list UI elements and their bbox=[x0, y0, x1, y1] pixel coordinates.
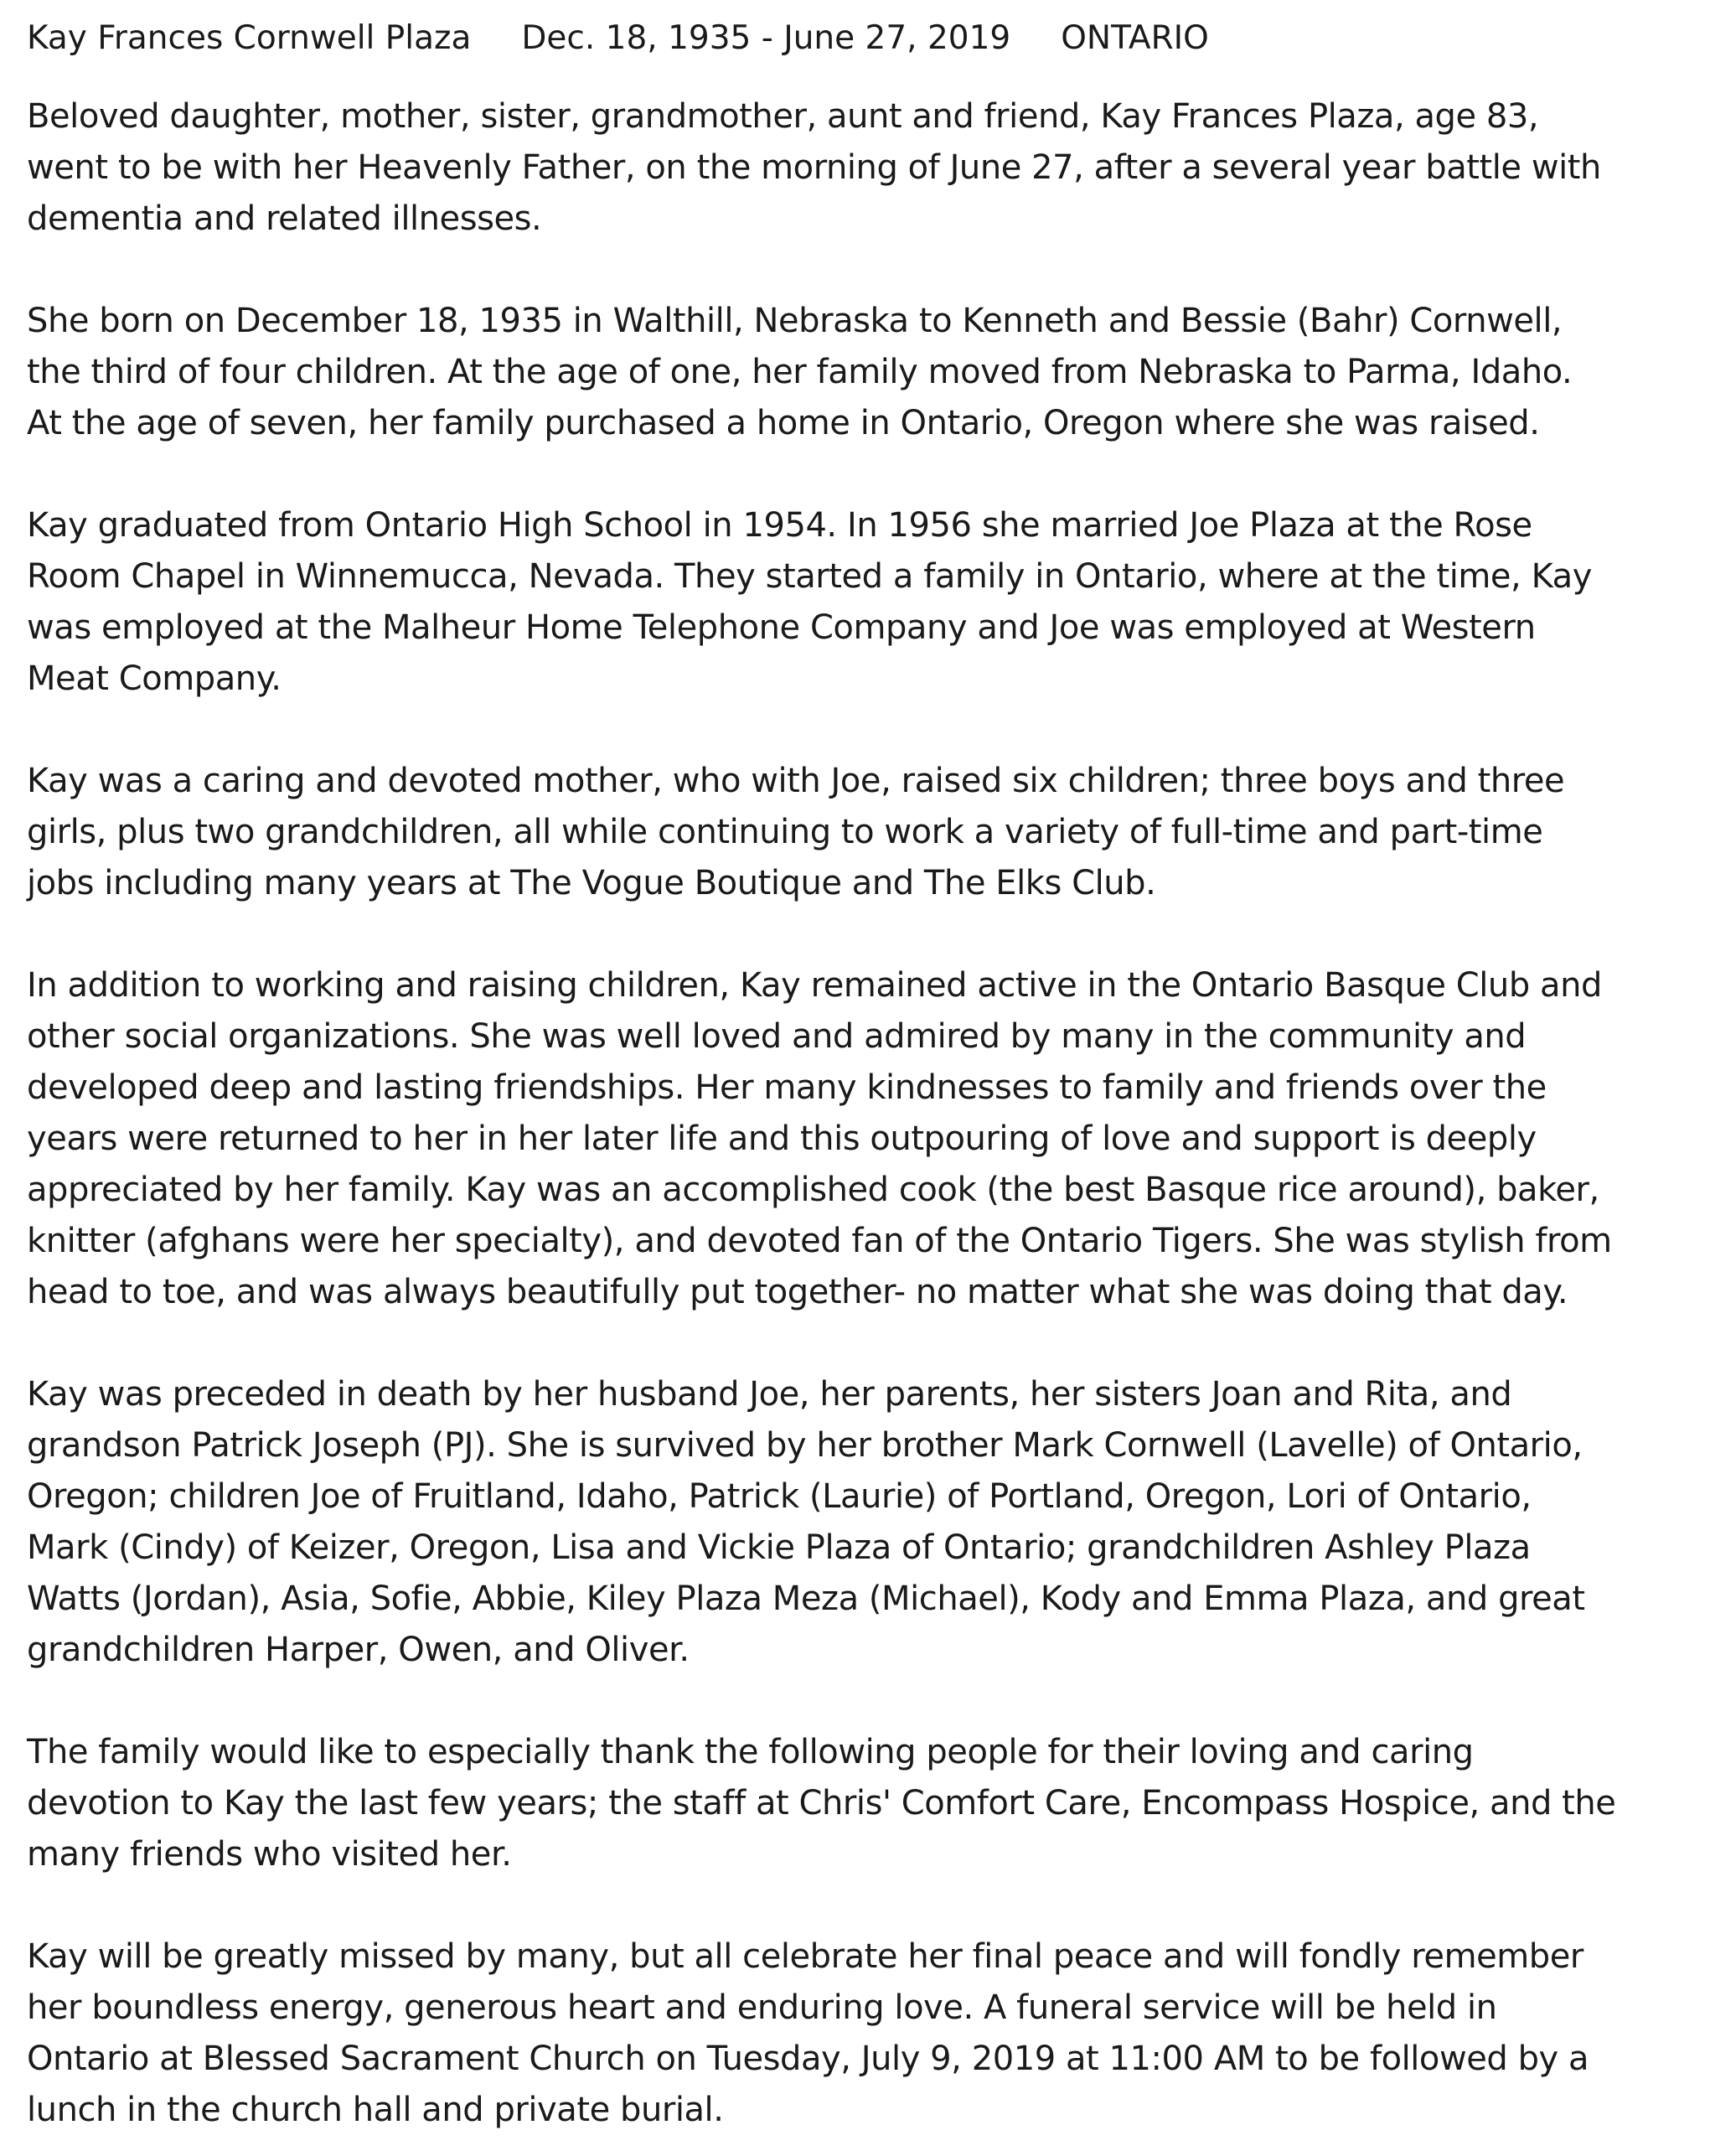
paragraph-service bbox=[27, 1931, 1694, 2136]
text-line: her boundless energy, generous heart and enduring love. A funeral service will be held in bbox=[27, 1988, 1497, 2027]
text-line: Ontario at Blessed Sacrament Church on Tuesday, July 9, 2019 at 11:00 AM to be followed by a bbox=[27, 2040, 1589, 2078]
text-line: years were returned to her in her later life and this outpouring of love and support is deeply bbox=[27, 1119, 1537, 1158]
paragraph-marriage bbox=[27, 500, 1694, 705]
text-line: the third of four children. At the age of one, her family moved from Nebraska to Parma, Idaho. bbox=[27, 353, 1573, 391]
text-line: Watts (Jordan), Asia, Sofie, Abbie, Kiley Plaza Meza (Michael), Kody and Emma Plaza, and great bbox=[27, 1580, 1585, 1618]
text-line: went to be with her Heavenly Father, on the morning of June 27, after a several year battle with bbox=[27, 148, 1601, 187]
text-line: girls, plus two grandchildren, all while continuing to work a variety of full-time and part-time bbox=[27, 813, 1543, 851]
text-line: devotion to Kay the last few years; the staff at Chris' Comfort Care, Encompass Hospice, and the bbox=[27, 1784, 1616, 1823]
text-line: grandson Patrick Joseph (PJ). She is survived by her brother Mark Cornwell (Lavelle) of Ontario, bbox=[27, 1426, 1583, 1465]
paragraph-opening bbox=[27, 91, 1694, 245]
text-line: Oregon; children Joe of Fruitland, Idaho, Patrick (Laurie) of Portland, Oregon, Lori of Ontario, bbox=[27, 1477, 1532, 1516]
text-line: She born on December 18, 1935 in Walthill, Nebraska to Kenneth and Bessie (Bahr) Cornwell, bbox=[27, 302, 1563, 340]
text-line: knitter (afghans were her specialty), and devoted fan of the Ontario Tigers. She was stylish from bbox=[27, 1222, 1612, 1260]
text-line: At the age of seven, her family purchased a home in Ontario, Oregon where she was raised. bbox=[27, 404, 1540, 442]
text-line: Mark (Cindy) of Keizer, Oregon, Lisa and Vickie Plaza of Ontario; grandchildren Ashley Plaza bbox=[27, 1528, 1531, 1567]
paragraph-thanks bbox=[27, 1727, 1694, 1880]
text-line: Kay was a caring and devoted mother, who with Joe, raised six children; three boys and three bbox=[27, 762, 1565, 800]
paragraph-survivors bbox=[27, 1369, 1694, 1676]
obituary-header bbox=[27, 15, 1694, 62]
text-line: Kay graduated from Ontario High School in 1954. In 1956 she married Joe Plaza at the Rose bbox=[27, 506, 1532, 545]
text-line: Kay was preceded in death by her husband Joe, her parents, her sisters Joan and Rita, and bbox=[27, 1375, 1512, 1414]
text-line: In addition to working and raising children, Kay remained active in the Ontario Basque Club and bbox=[27, 966, 1602, 1005]
text-line: Meat Company. bbox=[27, 659, 282, 698]
paragraph-community bbox=[27, 960, 1694, 1318]
life-dates: Dec. 18, 1935 - June 27, 2019 bbox=[521, 19, 1011, 57]
location: ONTARIO bbox=[1061, 19, 1209, 57]
text-line: was employed at the Malheur Home Telephone Company and Joe was employed at Western bbox=[27, 608, 1536, 647]
text-line: jobs including many years at The Vogue Boutique and The Elks Club. bbox=[27, 864, 1156, 902]
text-line: grandchildren Harper, Owen, and Oliver. bbox=[27, 1631, 690, 1669]
text-line: The family would like to especially thank the following people for their loving and caring bbox=[27, 1733, 1474, 1771]
text-line: appreciated by her family. Kay was an accomplished cook (the best Basque rice around), baker, bbox=[27, 1171, 1599, 1209]
obituary-page bbox=[27, 15, 1694, 2136]
text-line: lunch in the church hall and private burial. bbox=[27, 2091, 724, 2129]
deceased-name: Kay Frances Cornwell Plaza bbox=[27, 19, 472, 57]
text-line: dementia and related illnesses. bbox=[27, 199, 542, 238]
paragraph-early-life bbox=[27, 296, 1694, 449]
text-line: Beloved daughter, mother, sister, grandmother, aunt and friend, Kay Frances Plaza, age 83, bbox=[27, 97, 1539, 136]
text-line: Kay will be greatly missed by many, but all celebrate her final peace and will fondly remember bbox=[27, 1937, 1583, 1976]
paragraph-family bbox=[27, 756, 1694, 909]
text-line: Room Chapel in Winnemucca, Nevada. They started a family in Ontario, where at the time, Kay bbox=[27, 557, 1592, 596]
text-line: head to toe, and was always beautifully put together- no matter what she was doing that day. bbox=[27, 1273, 1568, 1311]
text-line: developed deep and lasting friendships. Her many kindnesses to family and friends over the bbox=[27, 1068, 1547, 1107]
text-line: many friends who visited her. bbox=[27, 1835, 512, 1874]
text-line: other social organizations. She was well loved and admired by many in the community and bbox=[27, 1017, 1527, 1056]
